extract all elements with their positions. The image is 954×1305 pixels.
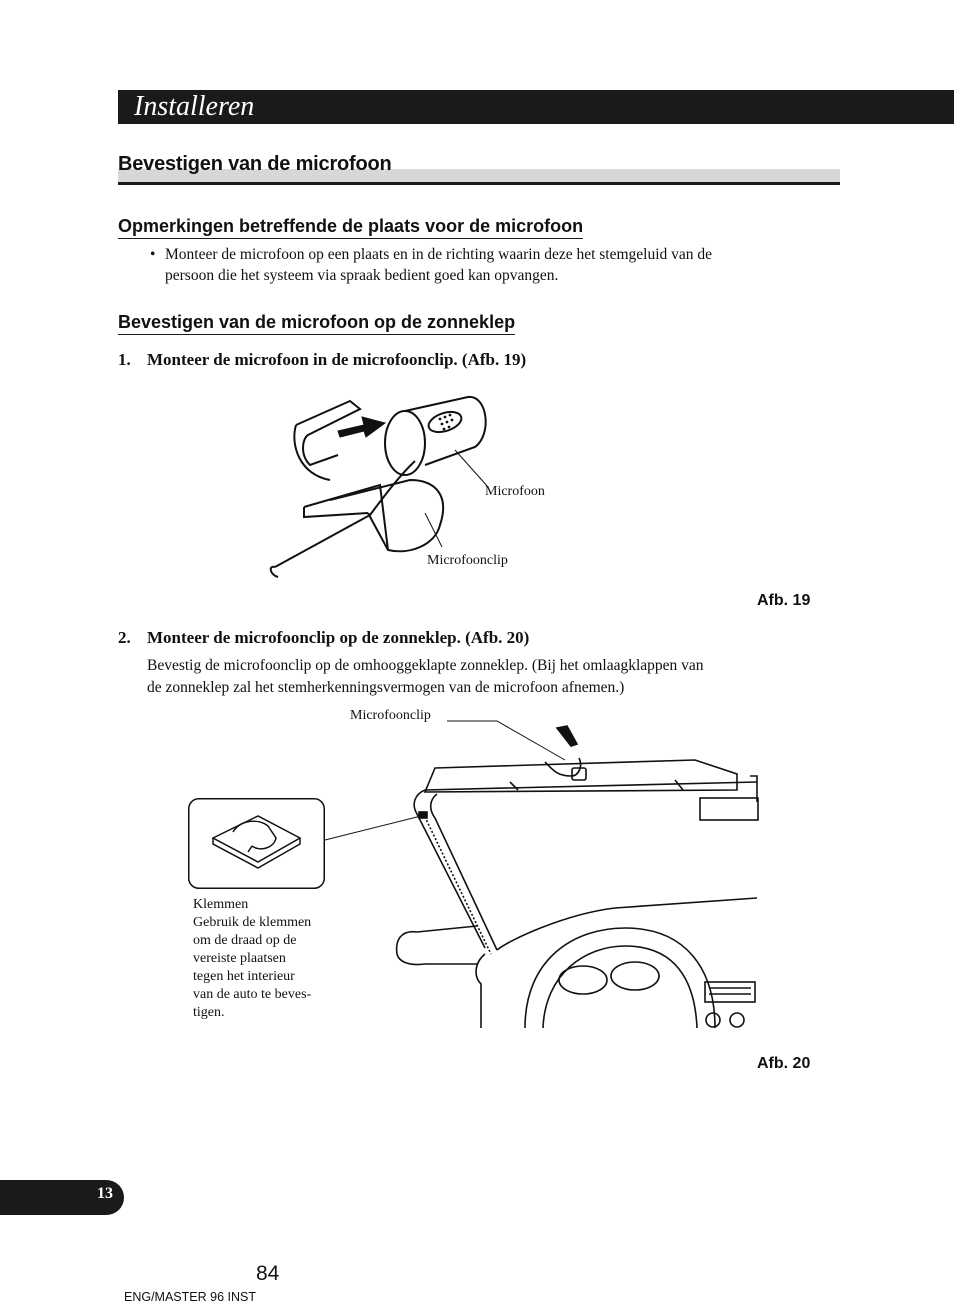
page-number: 84 [256, 1262, 280, 1285]
klemmen-line-5: tegen het interieur [193, 969, 295, 984]
klemmen-line-6: van de auto te beves- [193, 987, 312, 1002]
bullet-text-line-2: persoon die het systeem via spraak bedient goed kan opvangen. [165, 267, 559, 284]
klemmen-line-1: Klemmen [193, 897, 249, 912]
section-heading-rule [118, 182, 840, 185]
klemmen-inset-illustration [188, 798, 325, 889]
figure-20-caption: Afb. 20 [757, 1055, 811, 1072]
klemmen-line-3: om de draad op de [193, 933, 297, 948]
klemmen-line-2: Gebruik de klemmen [193, 915, 312, 930]
bullet-marker: • [150, 246, 156, 263]
step-1-number: 1. [118, 350, 131, 369]
page-tab-number: 13 [97, 1185, 113, 1202]
footer-code: ENG/MASTER 96 INST [124, 1290, 256, 1304]
klemmen-line-7: tigen. [193, 1005, 225, 1020]
page-title: Installeren [134, 91, 255, 122]
step-2-desc-line-2: de zonneklep zal het stemherkenningsvermogen van de microfoon afnemen.) [147, 679, 625, 696]
step-2-desc-line-1: Bevestig de microfoonclip op de omhooggeklapte zonneklep. (Bij het omlaagklappen van [147, 657, 704, 674]
subsection-heading-placement: Opmerkingen betreffende de plaats voor de microfoon [118, 216, 583, 239]
label-microfoonclip-fig19: Microfoonclip [427, 553, 508, 568]
figure-19-caption: Afb. 19 [757, 592, 811, 609]
label-microfoonclip-fig20: Microfoonclip [350, 708, 431, 723]
section-heading: Bevestigen van de microfoon [118, 153, 392, 175]
step-2-text: Monteer de microfoonclip op de zonneklep. (Afb. 20) [147, 628, 530, 647]
label-microfoon: Microfoon [485, 484, 545, 499]
step-1-text: Monteer de microfoon in de microfoonclip. (Afb. 19) [147, 350, 527, 369]
subsection-heading-sunvisor: Bevestigen van de microfoon op de zonneklep [118, 312, 515, 335]
bullet-text-line-1: Monteer de microfoon op een plaats en in de richting waarin deze het stemgeluid van de [165, 246, 713, 263]
klemmen-line-4: vereiste plaatsen [193, 951, 286, 966]
step-2-number: 2. [118, 628, 131, 647]
